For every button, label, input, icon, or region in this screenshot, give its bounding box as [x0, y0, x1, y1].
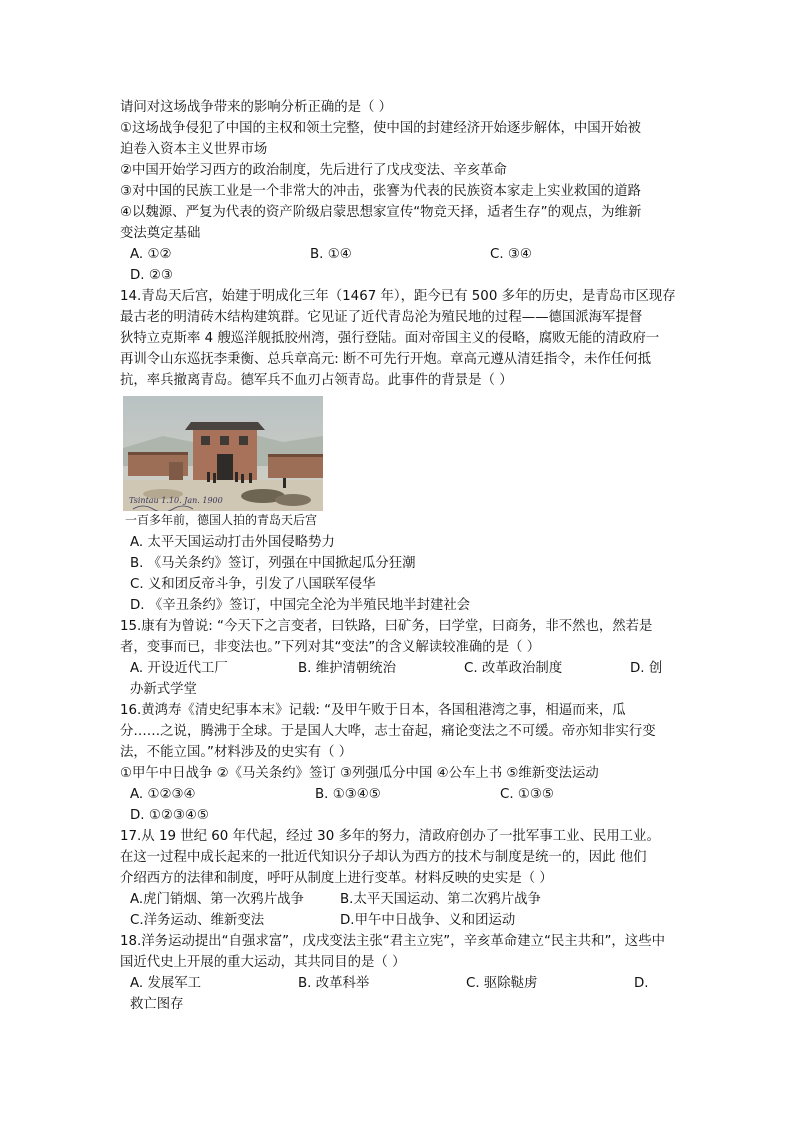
q17-stem: 在这一过程中成长起来的一批近代知识分子却认为西方的技术与制度是统一的，因此 他们: [120, 850, 647, 865]
q16-option-d[interactable]: D. ①②③④⑤: [130, 808, 209, 823]
photo-handwriting: Tsintau 1.10. Jan. 1900: [129, 496, 223, 505]
q14-option-b[interactable]: B. 《马关条约》签订，列强在中国掀起瓜分狂潮: [130, 556, 416, 571]
q18-option-d-cont: 救亡图存: [130, 997, 184, 1012]
q15-stem: 者，变事而已，非变法也。”下列对其“变法”的含义解读较准确的是（ ）: [120, 640, 541, 655]
q13-option-c[interactable]: C. ③④: [490, 247, 532, 262]
q18-option-c[interactable]: C. 驱除鞑虏: [466, 976, 538, 991]
q18-options: [120, 973, 680, 994]
q15-option-a[interactable]: A. 开设近代工厂: [130, 661, 228, 676]
q14-stem: 14.青岛天后宫，始建于明成化三年（1467 年），距今已有 500 多年的历史，是青岛市区现存: [120, 289, 676, 304]
tianhou-temple-photo: [123, 396, 323, 529]
q17-option-d[interactable]: D.甲午中日战争、义和团运动: [340, 913, 516, 928]
q17-option-c[interactable]: C.洋务运动、维新变法: [130, 913, 265, 928]
q13-option-d[interactable]: D. ②③: [130, 268, 173, 283]
q17-stem: 介绍西方的法律和制度，呼吁从制度上进行变革。材料反映的史实是（ ）: [120, 871, 553, 886]
q15-option-c[interactable]: C. 改革政治制度: [464, 661, 563, 676]
photo-illustration: [123, 396, 323, 529]
q16-stem: 法，不能立国。”材料涉及的史实有（ ）: [120, 745, 353, 760]
q13-option-b[interactable]: B. ①④: [310, 247, 352, 262]
q18-stem: 国近代史上开展的重大运动，其共同目的是（ ）: [120, 955, 406, 970]
q13-item: ①这场战争侵犯了中国的主权和领土完整，使中国的封建经济开始逐步解体，中国开始被: [120, 121, 641, 136]
exam-content: [120, 97, 680, 1015]
q14-stem: 狄特立克斯率 4 艘巡洋舰抵胶州湾，强行登陆。面对帝国主义的侵略，腐败无能的清政府一: [120, 331, 660, 346]
q13-item: ④以魏源、严复为代表的资产阶级启蒙思想家宣传“物竞天择，适者生存”的观点，为维新: [120, 205, 642, 220]
q13-item: 变法奠定基础: [120, 226, 201, 241]
q15-options: [120, 658, 680, 679]
q13-stem: 请问对这场战争带来的影响分析正确的是（ ）: [120, 100, 393, 115]
q16-options: [120, 784, 680, 805]
q13-option-a[interactable]: A. ①②: [130, 247, 172, 262]
q17-option-b[interactable]: B.太平天国运动、第二次鸦片战争: [340, 892, 541, 907]
q13-options: [120, 244, 680, 265]
q16-option-a[interactable]: A. ①②③④: [130, 787, 196, 802]
q13-item: ③对中国的民族工业是一个非常大的冲击，张謇为代表的民族资本家走上实业救国的道路: [120, 184, 641, 199]
q18-option-b[interactable]: B. 改革科举: [298, 976, 370, 991]
q14-option-c[interactable]: C. 义和团反帝斗争，引发了八国联军侵华: [130, 577, 376, 592]
q18-option-d[interactable]: D.: [634, 976, 649, 991]
q16-stem: 分……之说，腾沸于全球。于是国人大哗，志士奋起，痛论变法之不可缓。帝亦知非实行变: [120, 724, 656, 739]
q17-options-row1: [120, 889, 680, 910]
q17-option-a[interactable]: A.虎门销烟、第一次鸦片战争: [130, 892, 304, 907]
q14-option-d[interactable]: D. 《辛丑条约》签订，中国完全沦为半殖民地半封建社会: [130, 598, 471, 613]
q15-option-d[interactable]: D. 创: [630, 661, 663, 676]
q17-stem: 17.从 19 世纪 60 年代起，经过 30 多年的努力，清政府创办了一批军事工业、民用工业。: [120, 829, 660, 844]
q18-option-a[interactable]: A. 发展军工: [130, 976, 201, 991]
q13-item: ②中国开始学习西方的政治制度，先后进行了戊戌变法、辛亥革命: [120, 163, 507, 178]
q16-events: ①甲午中日战争 ②《马关条约》签订 ③列强瓜分中国 ④公车上书 ⑤维新变法运动: [120, 766, 599, 781]
q14-stem: 最古老的明清砖木结构建筑群。它见证了近代青岛沦为殖民地的过程——德国派海军提督: [120, 310, 643, 325]
photo-caption: 一百多年前，德国人拍的青岛天后宫: [123, 511, 323, 529]
q15-stem: 15.康有为曾说: “今天下之言变者，曰铁路，曰矿务，曰学堂，曰商务，非不然也，然若是: [120, 619, 653, 634]
q16-option-b[interactable]: B. ①③④⑤: [315, 787, 381, 802]
q15-option-b[interactable]: B. 维护清朝统治: [298, 661, 397, 676]
q15-option-d-cont: 办新式学堂: [130, 682, 197, 697]
q13-item: 迫卷入资本主义世界市场: [120, 142, 268, 157]
q16-stem: 16.黄鸿寿《清史纪事本末》记载: “及甲午败于日本，各国租港湾之事，相逼而来，瓜: [120, 703, 626, 718]
q14-stem: 再训令山东巡抚李秉衡、总兵章高元: 断不可先行开炮。章高元遵从清廷指令，未作任何抵: [120, 352, 651, 367]
q17-options-row2: [120, 910, 680, 931]
q14-stem: 抗，率兵撤离青岛。德军兵不血刃占领青岛。此事件的背景是（ ）: [120, 373, 513, 388]
q16-option-c[interactable]: C. ①③⑤: [500, 787, 554, 802]
q14-option-a[interactable]: A. 太平天国运动打击外国侵略势力: [130, 535, 335, 550]
q18-stem: 18.洋务运动提出“自强求富”，戊戌变法主张“君主立宪”，辛亥革命建立“民主共和”，这些中: [120, 934, 665, 949]
